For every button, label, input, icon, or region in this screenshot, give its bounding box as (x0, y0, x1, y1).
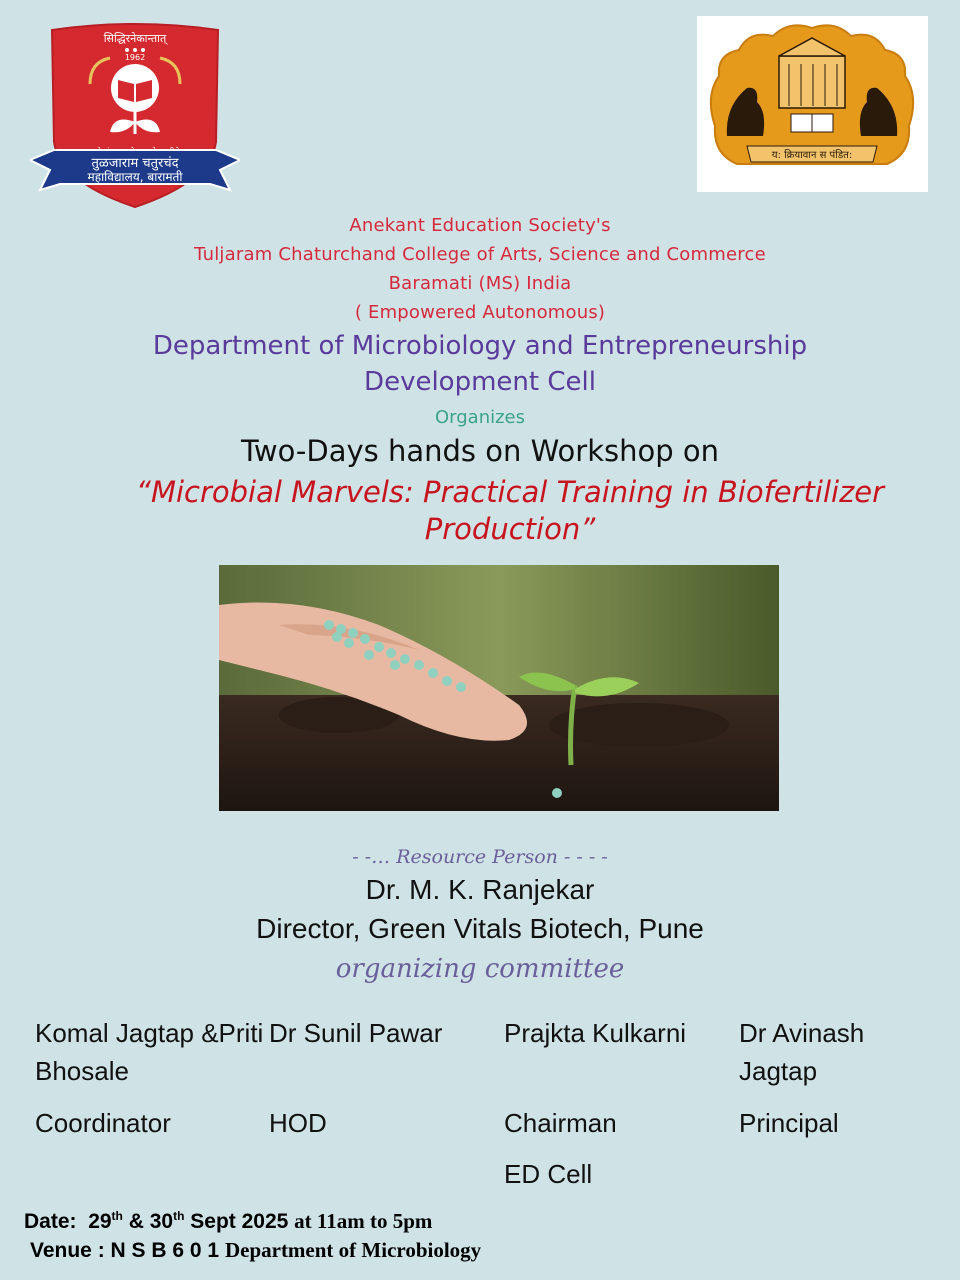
date-day1-suffix: th (111, 1209, 123, 1223)
venue-code: N S B 6 0 1 (110, 1239, 220, 1262)
crest-top-text: सिद्धिरनेकान्तात् (103, 32, 167, 45)
department-line2: Development Cell (364, 367, 596, 397)
college-status: ( Empowered Autonomous) (354, 302, 606, 323)
society-name: Anekant Education Society's (349, 215, 611, 236)
resource-person-label: - -… Resource Person - - - - (352, 846, 608, 868)
date-month-year: Sept 2025 (190, 1210, 289, 1233)
venue-label: Venue : (30, 1239, 105, 1262)
workshop-heading: Two-Days hands on Workshop on (241, 434, 719, 468)
committee-member-name: Prajkta Kulkarni (504, 1018, 687, 1048)
committee-member-role: Coordinator (35, 1108, 171, 1138)
event-time: at 11am to 5pm (294, 1209, 433, 1233)
committee-title: organizing committee (335, 954, 625, 984)
college-crest-logo (30, 22, 240, 212)
committee-member-name: Komal Jagtap &Priti Bhosale (35, 1018, 264, 1086)
venue-place: Department of Microbiology (224, 1238, 482, 1262)
seal-motto: य: क्रियावान स पंडित: (771, 150, 853, 161)
organizes-label: Organizes (434, 407, 526, 428)
event-venue (30, 1238, 481, 1263)
resource-person-designation: Director, Green Vitals Biotech, Pune (256, 913, 704, 944)
committee-member-name: Dr Avinash Jagtap (739, 1018, 865, 1086)
committee-member-name: Dr Sunil Pawar (269, 1018, 443, 1048)
college-location: Baramati (MS) India (388, 273, 572, 294)
event-date (24, 1209, 432, 1234)
date-day2-suffix: th (173, 1209, 185, 1223)
hand-sowing-fertilizer-seedling-photo (219, 565, 779, 811)
crest-ribbon-line1: तुळजाराम चतुरचंद (91, 156, 179, 171)
committee-member-role: Chairman ED Cell (504, 1108, 617, 1189)
resource-person-name: Dr. M. K. Ranjekar (365, 874, 595, 905)
committee-member-role: Principal (739, 1108, 839, 1138)
date-label: Date: (24, 1210, 77, 1233)
crest-year: 1962 (124, 53, 146, 62)
date-day2: 30 (149, 1210, 174, 1233)
department-line1: Department of Microbiology and Entrepreneurship (152, 331, 808, 361)
date-day1: 29 (88, 1210, 112, 1233)
workshop-title-line1: “Microbial Marvels: Practical Training in Biofertilizer (135, 475, 885, 509)
college-name: Tuljaram Chaturchand College of Arts, Science and Commerce (194, 244, 766, 265)
university-seal-logo (697, 16, 928, 192)
committee-member-role: HOD (269, 1108, 327, 1138)
workshop-title-line2: Production” (424, 512, 596, 546)
crest-ribbon-line2: महाविद्यालय, बारामती (87, 170, 183, 184)
date-amp: & (128, 1210, 144, 1233)
